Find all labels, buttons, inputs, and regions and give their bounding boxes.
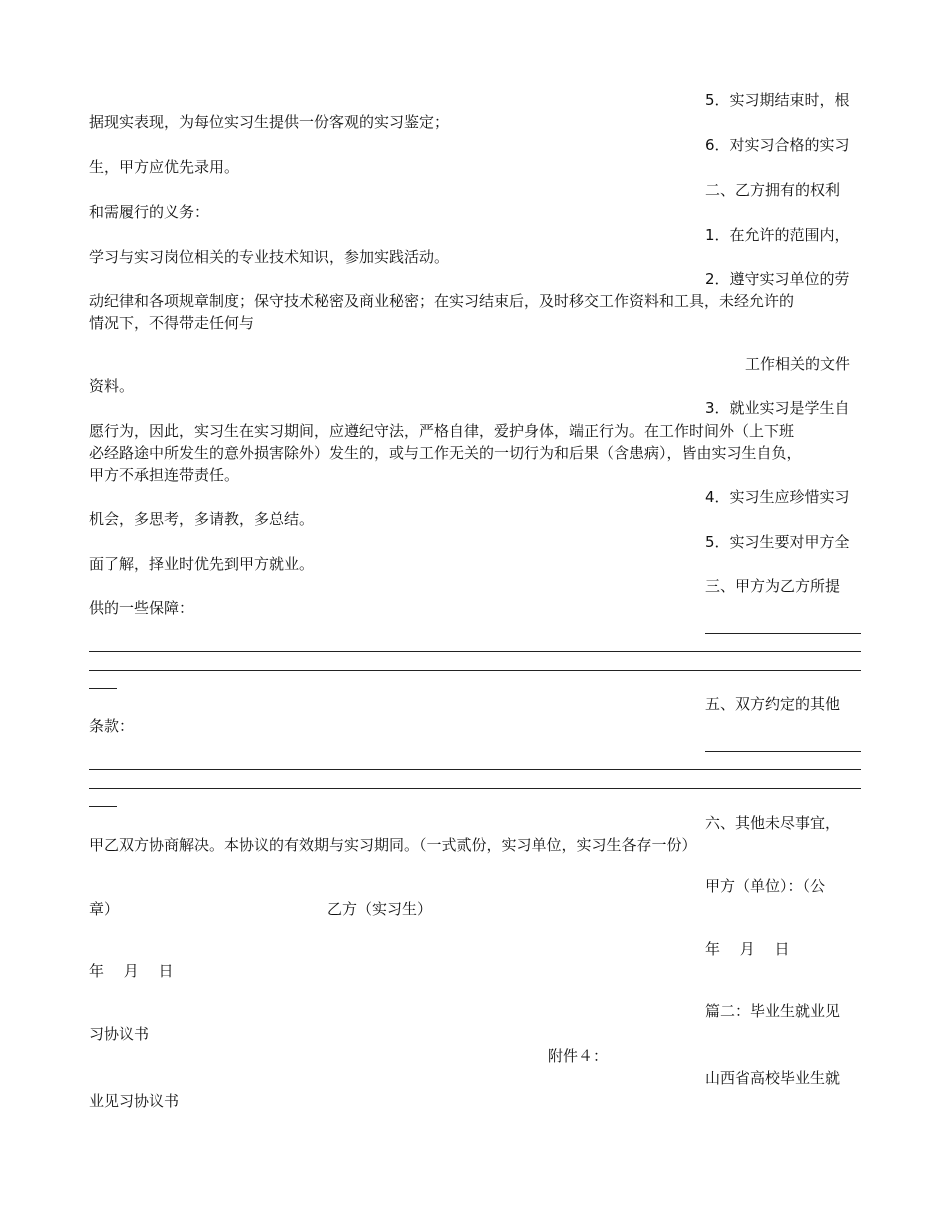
section-6-heading: 六、其他未尽事宜， xyxy=(705,814,841,832)
clause-b4-cont: 机会，多思考，多请教，多总结。 xyxy=(89,510,315,528)
section-2-heading-cont: 和需履行的义务： xyxy=(89,203,210,221)
section-2-heading: 二、乙方拥有的权利 xyxy=(705,181,841,199)
clause-b1-start: 1．在允许的范围内， xyxy=(705,226,850,244)
clause-b2-end: 资料。 xyxy=(89,377,135,395)
blank-line xyxy=(89,688,117,689)
blank-line xyxy=(705,751,861,752)
clause-b3-start: 3．就业实习是学生自 xyxy=(705,399,850,417)
party-a-seal-label: 章） xyxy=(89,900,120,918)
attachment-label: 附件４： xyxy=(548,1047,609,1065)
party-a-signature-label: 甲方（单位）：（公 xyxy=(705,877,826,895)
agreement-title-cont: 业见习协议书 xyxy=(89,1092,180,1110)
section-6-cont: 甲乙双方协商解决。本协议的有效期与实习期同。（一式贰份，实习单位，实习生各存一份） xyxy=(89,836,697,854)
clause-a5-cont: 据现实表现，为每位实习生提供一份客观的实习鉴定； xyxy=(89,113,450,131)
blank-line xyxy=(89,806,117,807)
clause-b2-start: 2．遵守实习单位的劳 xyxy=(705,270,850,288)
party-a-date: 年 月 日 xyxy=(705,940,790,958)
clause-b5-cont: 面了解，择业时优先到甲方就业。 xyxy=(89,555,315,573)
blank-line xyxy=(89,788,861,789)
section-5-heading-cont: 条款： xyxy=(89,717,135,735)
part-2-title: 篇二：毕业生就业见 xyxy=(705,1002,841,1020)
clause-b4-start: 4．实习生应珍惜实习 xyxy=(705,488,850,506)
section-3-heading-cont: 供的一些保障： xyxy=(89,599,195,617)
clause-b5-start: 5．实习生要对甲方全 xyxy=(705,533,850,551)
clause-b2-cont: 动纪律和各项规章制度；保守技术秘密及商业秘密；在实习结束后，及时移交工作资料和工具，未经允许的 xyxy=(89,292,795,310)
clause-a6-start: 6．对实习合格的实习 xyxy=(705,136,850,154)
party-b-date: 年 月 日 xyxy=(89,962,174,980)
part-2-title-cont: 习协议书 xyxy=(89,1025,150,1043)
clause-a6-cont: 生，甲方应优先录用。 xyxy=(89,158,240,176)
party-b-signature-label: 乙方（实习生） xyxy=(327,900,433,918)
blank-line xyxy=(705,633,861,634)
clause-b2-cont-3: 工作相关的文件 xyxy=(745,355,851,373)
clause-b2-cont-2: 情况下，不得带走任何与 xyxy=(89,314,255,332)
section-3-heading: 三、甲方为乙方所提 xyxy=(705,577,841,595)
agreement-title: 山西省高校毕业生就 xyxy=(705,1069,841,1087)
blank-line xyxy=(89,769,861,770)
blank-line xyxy=(89,651,861,652)
blank-line xyxy=(89,670,861,671)
clause-b3-cont: 愿行为，因此，实习生在实习期间，应遵纪守法，严格自律，爱护身体，端正行为。在工作时间外（上下班 xyxy=(89,422,795,440)
clause-b3-cont-2: 必经路途中所发生的意外损害除外）发生的，或与工作无关的一切行为和后果（含患病），皆由实习生自负， xyxy=(89,444,802,462)
clause-b3-end: 甲方不承担连带责任。 xyxy=(89,466,240,484)
section-5-heading: 五、双方约定的其他 xyxy=(705,695,841,713)
clause-b1-cont: 学习与实习岗位相关的专业技术知识，参加实践活动。 xyxy=(89,248,450,266)
clause-a5-start: 5．实习期结束时，根 xyxy=(705,91,850,109)
